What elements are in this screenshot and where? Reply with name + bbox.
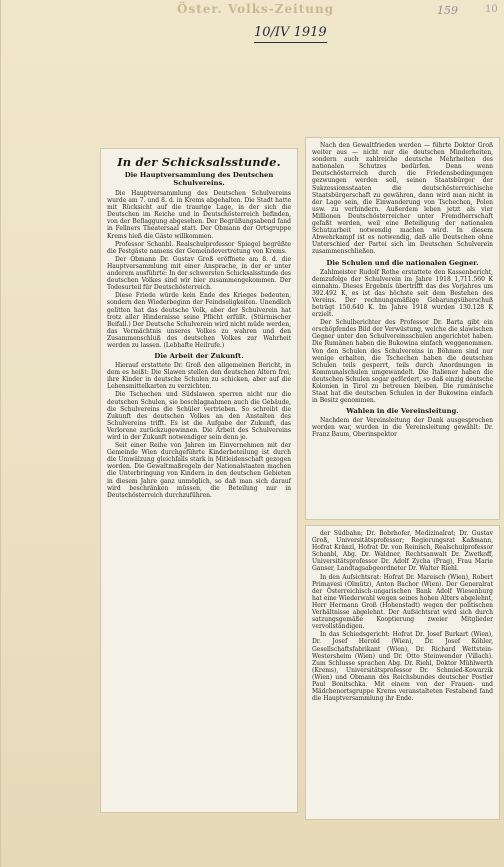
paragraph: Die Hauptversammlung des Deutschen Schulvereins wurde am 7. und 8. d. in Krems abgehalten. Die Stadt hatte mit Rücksicht auf die traurige Lage, in der sich die Deutschen im Reiche und in Deutschösterreich befinden, von der Beflaggung abgesehen. Der Begrüßungsabend fand in Fellners Theatersaal statt. Der Obmann der Ortsgruppe Krems hieß die Gäste willkommen. <box>107 190 291 240</box>
paragraph: Der Schulberichter des Professor Dr. Barta gibt ein erschöpfendes Bild der Verwüstung, welche die slawischen Gegner unter den Schulvereinsschulen angerichtet haben. Die Rumänen haben die Bukowina einfach weggenommen. Von den Schulen des Schulvereins in Böhmen sind nur wenige erhalten, die Tschechen haben die deutschen Schulen teils gesperrt, teils durch Anordnungen in Kommunalschulen umgewandelt. Die Italiener haben die deutschen Schulen sogar gefördert, so daß einzig deutsche Kolonien in Tirol zu betreuen bleiben. Die rumänische Staat hat die deutschen Schulen in der Bukowina einfach in Besitz genommen. <box>312 319 493 405</box>
paragraph: Nachdem der Vereinsleitung der Dank ausgesprochen worden war, wurden in die Vereinsleitung gewählt: Dr. Franz Baum, Oberinspektor <box>312 417 493 439</box>
clipping-right-bottom <box>306 526 499 819</box>
paragraph: Professor Schanbl. Realschulprofessor Spiegel begrüßte die Festgäste namens der Gemeindevertretung von Krems. <box>107 240 291 255</box>
section-heading: Die Arbeit der Zukunft. <box>154 352 244 361</box>
paragraph: In den Aufsichtsrat: Hofrat Dr. Mareisch (Wien), Robert Primavesi (Olmütz), Anton Bachor (Wien). Der Generalrat der Österreichisch-ungarischen Bank Adolf Wiesenburg hat eine Wiederwahl wegen seines hohen Alters abgelehnt, Herr Hermann Groß (Hohenstadt) wegen der politischen Verhältnisse abgelehnt. Der Aufsichtsrat wird sich durch satzungsgemäße Kooptierung zweier Mitglieder vervollständigen. <box>312 573 493 631</box>
paragraph: Seit einer Reihe von Jahren im Einvernehmen mit der Gemeinde Wien durchgeführte Kinderbeteilung ist durch die Umwälzung gleichfalls stark in Mitleidenschaft gezogen worden. Die Gewaltmaßregeln der Nationalstaaten machen die Unterbringung von Kindern in den deutschen Gebieten in diesem Jahre ganz unmöglich, so daß man sich darauf wird beschränken müssen, die Beteilung nur in Deutschösterreich durchzuführen. <box>107 442 291 499</box>
corner-mark: 10 <box>485 4 498 15</box>
section-heading: Die Schulen und die nationalen Gegner. <box>326 258 479 267</box>
handwritten-date-text: 10/IV 1919 <box>254 25 327 40</box>
section-heading: Wahlen in die Vereinsleitung. <box>346 407 459 416</box>
paragraph: Die Tschechen und Südslawen sperren nicht nur die deutschen Schulen, sie beschlagnahmen auch die Gebäude, die Schulvereins die Schüler vertrieben. So schreibt die Zukunft des deutschen Volkes an den Anstalten des Schulvereins trifft. Es ist die Aufgabe der Zukunft, das Verlorene zurückzugewinnen. Die Arbeit des Schulvereins wird in der Zukunft notwendiger sein denn je. <box>107 391 291 441</box>
paragraph: Zahlmeister Rudolf Rothe erstattete den Kassenbericht, demzufolge der Schulverein im Jahre 1918 1,711.560 K einnahm. Dieses Ergebnis übertrifft das des Vorjahres um 392.492 K, es ist das höchste seit dem Bestehen des Vereins. Der rechnungsmäßige Gebarungsüberschuß beträgt 150.640 K. Im Jahre 1918 wurden 130.128 K erzielt. <box>312 268 493 319</box>
clipping-left-column <box>101 149 297 812</box>
paragraph: der Südbahn; Dr. Bobrhofer, Medizinalrat; Dr. Gustav Groß, Universitätsprofessor; Regierungsrat Kaßmann, Hofrat Kränzl, Hofrat Dr. von Reinisch, Realschulprofessor Schanbl, Abg. Dr. Waldner, Rechtsanwalt Dr. Zwetkoff, Universitätsprofessor Dr. Adolf Zycha (Prag), Frau Marie Ganser, Landtagsabgeordneter Dr. Walter Riehl. <box>312 530 493 573</box>
paragraph: In das Schiedsgericht: Hofrat Dr. Josef Burkart (Wien), Dr. Josef Herold (Wien), Dr. Josef Köhler, Gesellschaftsfabrikant (Wien), Dr. Richard Wettstein-Westersheim (Wien) und Dr. Otto Steinwender (Villach). Zum Schlusse sprachen Abg. Dr. Riehl, Doktor Mühlwerth (Krems), Universitätsprofessor Dr. Schmied-Kowarzik (Wien) und Obmann des Reichsbundes deutscher Postler Paul Bonitschka. Mit einem von der Frauen- und Mädchenortsgruppe Krems veranstalteten Festabend fand die Hauptversammlung ihr Ende. <box>312 631 493 703</box>
clipping-right-top <box>306 138 499 519</box>
paragraph: Nach den Gewaltfrieden werden — führte Doktor Groß weiter aus — nicht nur die deutschen Minderheiten, sondern auch zahlreiche deutsche Mehrheiten des nationalen Schutzes bedürfen. Denn wenn Deutschösterreich durch die Friedensbedingungen gezwungen werden soll, seinen Staatsbürger der Sukzessionsstaaten die deutschösterreichische Staatsbürgerschaft zu gewähren, dann wird man nicht in der Lage sein, die Einwanderung von Tschechen, Polen usw. zu verhindern. Außerdem leben jetzt als vier Millionen Deutschösterreicher unter Fremdherrschaft gefaßt werden, weil eine Beteiligung der nationalen Schutzarbeit notwendig machen wird. In diesem Abwehrkampf ist es notwendig, daß alle Deutschen ohne Unterschied der Partei sich im Deutschen Schulverein zusammenschließen. <box>312 142 493 256</box>
date-underline <box>254 42 327 43</box>
article-subtitle: Die Hauptversammlung des Deutschen Schulvereins. <box>124 171 274 187</box>
paragraph: Der Obmann Dr. Gustav Groß eröffnete am 8. d. die Hauptversammlung mit einer Ansprache, in der er unter anderem ausführte: In der schwersten Schicksalsstunde des deutschen Volkes sind wir hier zusammengekommen. Der Todesurteil für Deutschösterreich. <box>107 255 291 292</box>
article-title: In der Schicksalsstunde. <box>117 155 281 169</box>
handwritten-page-number: 159 <box>437 4 458 17</box>
newspaper-stamp: Öster. Volks-Zeitung <box>177 2 335 16</box>
paragraph: Hierauf erstattete Dr. Groß den allgemeinen Bericht, in dem es heißt: Die Slawen stellen den deutschen Altern frei, ihre Kinder in deutsche Schulen zu schicken, aber auf die Lebensmittelkarten zu verzichten. <box>107 362 291 391</box>
paragraph: Diese Friede würde kein Ende des Krieges bedeuten, sondern den Wiederbeginn der Feindseligkeiten. Unendlich gelitten hat das deutsche Volk, aber der Schulverein hat trotz aller Hindernisse seine Pflicht erfüllt. (Stürmischer Beifall.) Der Deutsche Schulverein wird nicht müde werden, das Vermächtnis unseres Volkes zu wahren und den Zusammenschluß des deutschen Volkes zur Wahrheit werden zu lassen. (Lebhafte Heilrufe.) <box>107 292 291 349</box>
handwritten-date <box>254 25 327 40</box>
